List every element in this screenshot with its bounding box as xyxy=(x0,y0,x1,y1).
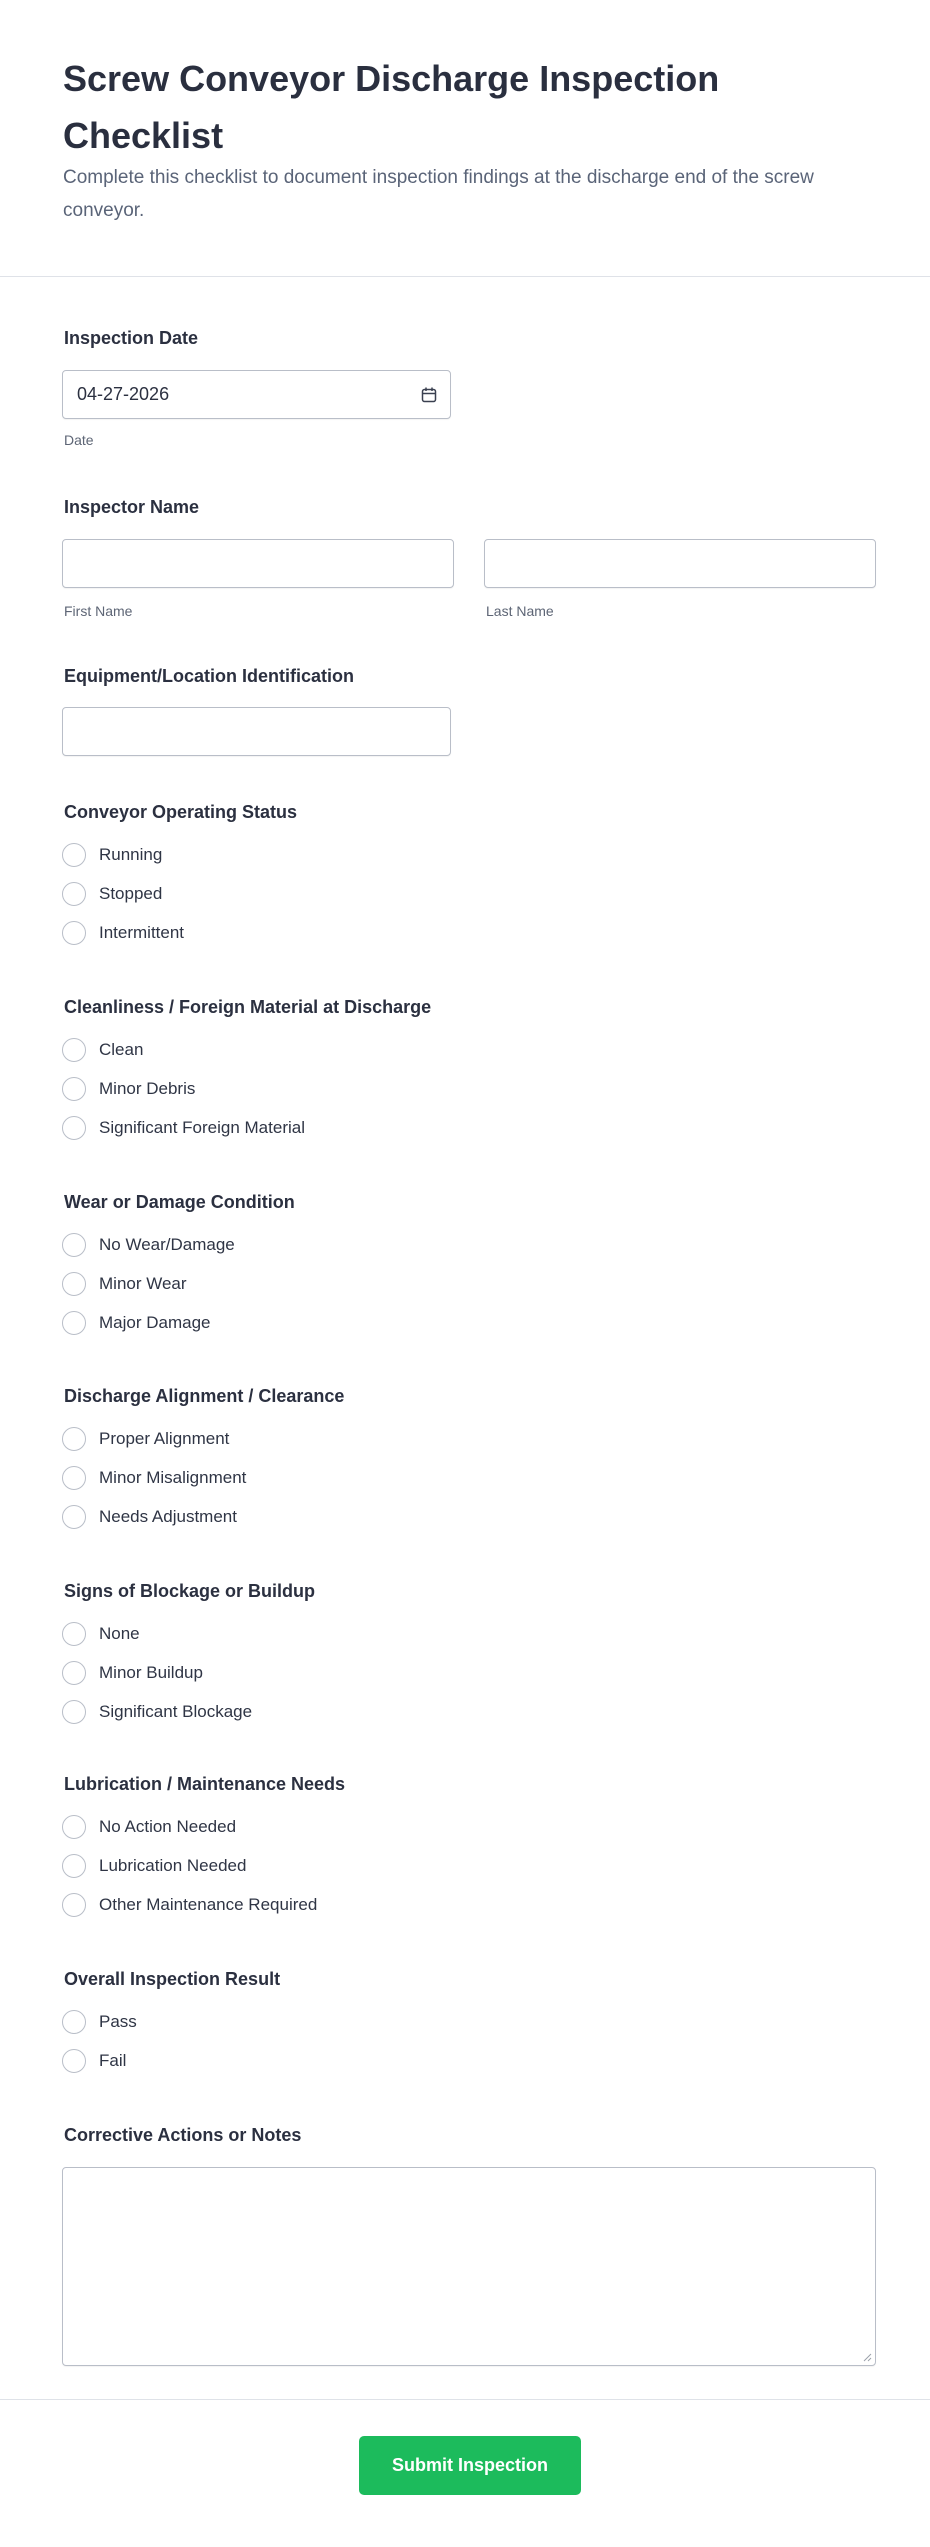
radio-option-label: Needs Adjustment xyxy=(99,1507,237,1526)
radio-button[interactable] xyxy=(62,1466,86,1490)
radio-option[interactable] xyxy=(62,2009,137,2035)
radio-option[interactable] xyxy=(62,842,162,868)
radio-option[interactable] xyxy=(62,1310,211,1336)
radio-button[interactable] xyxy=(62,2049,86,2073)
resize-handle-icon[interactable] xyxy=(862,2352,872,2362)
radio-button[interactable] xyxy=(62,1038,86,1062)
radio-group-label: Wear or Damage Condition xyxy=(64,1192,295,1212)
radio-option-label: Minor Misalignment xyxy=(99,1468,247,1487)
radio-option-label: None xyxy=(99,1624,140,1643)
radio-button[interactable] xyxy=(62,1893,86,1917)
radio-option-label: Minor Buildup xyxy=(99,1663,203,1682)
radio-option-label: Fail xyxy=(99,2051,127,2070)
radio-group-label: Conveyor Operating Status xyxy=(64,802,298,822)
radio-button[interactable] xyxy=(62,843,86,867)
radio-option[interactable] xyxy=(62,1465,246,1491)
radio-option-label: Major Damage xyxy=(99,1313,211,1332)
radio-button[interactable] xyxy=(62,1311,86,1335)
equipment-input[interactable] xyxy=(62,707,451,756)
radio-option-label: Minor Wear xyxy=(99,1274,187,1293)
radio-option[interactable] xyxy=(62,1621,140,1647)
radio-option[interactable] xyxy=(62,1271,187,1297)
last-name-input[interactable] xyxy=(484,539,876,588)
radio-option[interactable] xyxy=(62,1814,236,1840)
radio-button[interactable] xyxy=(62,1854,86,1878)
radio-option-label: Proper Alignment xyxy=(99,1429,230,1448)
inspection-date-value: 04-27-2026 xyxy=(77,384,170,404)
radio-button[interactable] xyxy=(62,1116,86,1140)
notes-label: Corrective Actions or Notes xyxy=(64,2125,302,2145)
radio-button[interactable] xyxy=(62,1700,86,1724)
radio-option[interactable] xyxy=(62,1037,143,1063)
radio-option[interactable] xyxy=(62,1504,237,1530)
radio-option[interactable] xyxy=(62,920,184,946)
radio-option[interactable] xyxy=(62,1232,235,1258)
last-name-sublabel: Last Name xyxy=(486,603,554,619)
radio-group-label: Lubrication / Maintenance Needs xyxy=(64,1774,346,1794)
footer-divider xyxy=(0,2399,930,2400)
radio-option-label: Pass xyxy=(99,2012,137,2031)
radio-button[interactable] xyxy=(62,882,86,906)
radio-option[interactable] xyxy=(62,2048,126,2074)
radio-button[interactable] xyxy=(62,1077,86,1101)
radio-group-label: Overall Inspection Result xyxy=(64,1969,281,1989)
submit-inspection-button[interactable]: Submit Inspection xyxy=(359,2436,581,2495)
first-name-sublabel: First Name xyxy=(64,603,133,619)
radio-button[interactable] xyxy=(62,1427,86,1451)
radio-option-label: Clean xyxy=(99,1040,144,1059)
radio-option-label: Significant Foreign Material xyxy=(99,1118,305,1137)
radio-button[interactable] xyxy=(62,2010,86,2034)
radio-button[interactable] xyxy=(62,1622,86,1646)
first-name-input[interactable] xyxy=(62,539,454,588)
radio-option-label: Other Maintenance Required xyxy=(99,1895,318,1914)
radio-option[interactable] xyxy=(62,881,162,907)
radio-option[interactable] xyxy=(62,1853,246,1879)
radio-button[interactable] xyxy=(62,1233,86,1257)
radio-option[interactable] xyxy=(62,1699,252,1725)
radio-group-label: Discharge Alignment / Clearance xyxy=(64,1386,345,1406)
radio-option[interactable] xyxy=(62,1115,305,1141)
header-divider xyxy=(0,276,930,277)
radio-option-label: No Wear/Damage xyxy=(99,1235,235,1254)
radio-option-label: Lubrication Needed xyxy=(99,1856,247,1875)
radio-option-label: Running xyxy=(99,845,163,864)
radio-option-label: Stopped xyxy=(99,884,163,903)
radio-button[interactable] xyxy=(62,921,86,945)
radio-option-label: No Action Needed xyxy=(99,1817,237,1836)
radio-option[interactable] xyxy=(62,1660,203,1686)
radio-button[interactable] xyxy=(62,1661,86,1685)
radio-option[interactable] xyxy=(62,1426,229,1452)
radio-button[interactable] xyxy=(62,1272,86,1296)
inspection-date-input[interactable] xyxy=(62,370,451,419)
equipment-label: Equipment/Location Identification xyxy=(64,666,354,686)
radio-option[interactable] xyxy=(62,1892,317,1918)
inspection-date-label: Inspection Date xyxy=(64,328,199,348)
radio-group-label: Signs of Blockage or Buildup xyxy=(64,1581,316,1601)
notes-textarea[interactable] xyxy=(62,2167,876,2366)
calendar-icon[interactable] xyxy=(420,386,438,404)
radio-button[interactable] xyxy=(62,1815,86,1839)
inspection-date-sublabel: Date xyxy=(64,432,94,448)
radio-option-label: Intermittent xyxy=(99,923,185,942)
radio-group-label: Cleanliness / Foreign Material at Discharge xyxy=(64,997,432,1017)
radio-option-label: Minor Debris xyxy=(99,1079,196,1098)
radio-button[interactable] xyxy=(62,1505,86,1529)
inspector-name-label: Inspector Name xyxy=(64,497,200,517)
radio-option[interactable] xyxy=(62,1076,195,1102)
page-subtitle: Complete this checklist to document inspection findings at the discharge end of the screw conveyor. xyxy=(63,167,814,221)
radio-option-label: Significant Blockage xyxy=(99,1702,253,1721)
page-title: Screw Conveyor Discharge Inspection Checklist xyxy=(63,58,720,156)
